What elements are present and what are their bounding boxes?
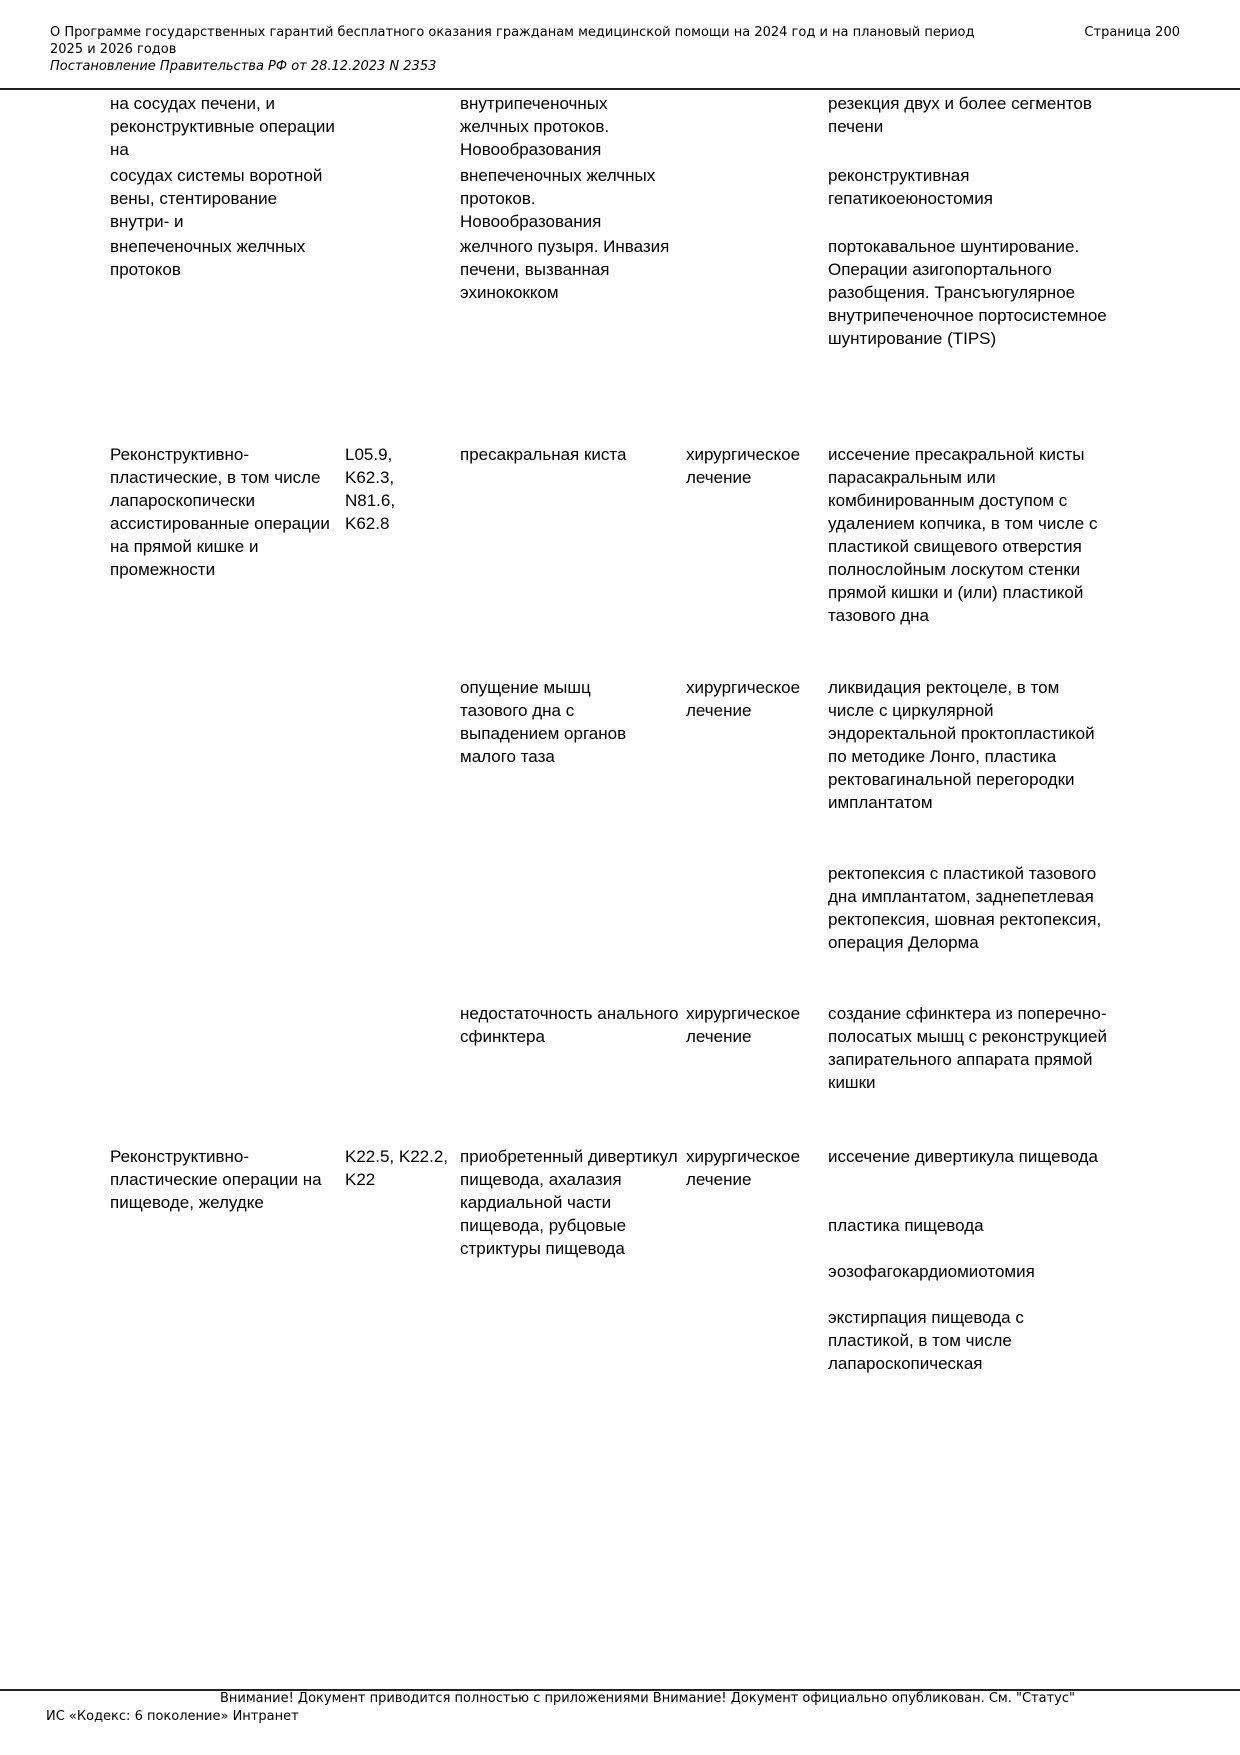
cell-diagnosis: опущение мышц тазового дна с выпадением органов малого таза — [460, 678, 627, 766]
cell-method: экстирпация пищевода с пластикой, в том числе лапароскопическая — [828, 1308, 1024, 1373]
cell-method: ректопексия с пластикой тазового дна имплантатом, заднепетлевая ректопексия, шовная ректопексия, операция Делорма — [828, 864, 1102, 952]
cell-procedure: Реконструктивно-пластические, в том числе лапароскопически ассистированные операции на прямой кишке и промежности — [110, 445, 330, 579]
cell-icd-codes: L05.9, K62.3, N81.6, K62.8 — [345, 445, 396, 533]
page-header — [50, 24, 1180, 75]
cell-procedure-cont-a: на сосудах печени, и реконструктивные операции на — [110, 94, 335, 159]
cell-method: иссечение дивертикула пищевода — [828, 1147, 1098, 1166]
cell-method-cont-c: портокавальное шунтирование. Операции азигопортального разобщения. Трансъюгулярное внутрипеченочное портосистемное шунтирование (TIPS) — [828, 237, 1107, 348]
page-number: Страница 200 — [1084, 25, 1180, 40]
cell-method: пластика пищевода — [828, 1216, 984, 1235]
cell-method-cont-b: реконструктивная гепатикоеюностомия — [828, 166, 993, 208]
cell-diagnosis-cont-a: внутрипеченочных желчных протоков. Новообразования — [460, 94, 610, 159]
header-divider — [0, 88, 1240, 90]
cell-method: иссечение пресакральной кисты парасакральным или комбинированным доступом с удалением копчика, в том числе с пластикой свищевого отверстия полнослойным лоскутом стенки прямой кишки и (или) пластикой тазового дна — [828, 445, 1098, 625]
cell-diagnosis-cont-c: желчного пузыря. Инвазия печени, вызванная эхинококком — [460, 237, 670, 302]
cell-procedure-cont-c: внепеченочных желчных протоков — [110, 237, 306, 279]
cell-method: создание сфинктера из поперечно-полосатых мышц с реконструкцией запирательного аппарата прямой кишки — [828, 1004, 1107, 1092]
cell-procedure-cont-b: сосудах системы воротной вены, стентирование внутри- и — [110, 166, 323, 231]
document-title: О Программе государственных гарантий бесплатного оказания гражданам медицинской помощи на 2024 год и на плановый период 2025 и 2026 годов — [50, 25, 975, 57]
cell-diagnosis: пресакральная киста — [460, 445, 627, 464]
cell-treatment-type: хирургическое лечение — [686, 1147, 801, 1189]
cell-method-cont-a: резекция двух и более сегментов печени — [828, 94, 1092, 136]
cell-method: эозофагокардиомиотомия — [828, 1262, 1035, 1281]
cell-treatment-type: хирургическое лечение — [686, 445, 801, 487]
footer-system: ИС «Кодекс: 6 поколение» Интранет — [46, 1709, 299, 1724]
cell-diagnosis: недостаточность анального сфинктера — [460, 1004, 679, 1046]
cell-diagnosis-cont-b: внепеченочных желчных протоков. Новообразования — [460, 166, 656, 231]
cell-treatment-type: хирургическое лечение — [686, 1004, 801, 1046]
cell-procedure: Реконструктивно-пластические операции на пищеводе, желудке — [110, 1147, 322, 1212]
document-subtitle: Постановление Правительства РФ от 28.12.2023 N 2353 — [50, 59, 437, 74]
cell-diagnosis: приобретенный дивертикул пищевода, ахалазия кардиальной части пищевода, рубцовые стриктуры пищевода — [460, 1147, 678, 1258]
cell-icd-codes: K22.5, K22.2, K22 — [345, 1147, 449, 1189]
cell-treatment-type: хирургическое лечение — [686, 678, 801, 720]
cell-method: ликвидация ректоцеле, в том числе с циркулярной эндоректальной проктопластикой по методике Лонго, пластика ректовагинальной перегородки имплантатом — [828, 678, 1095, 812]
footer-warning: Внимание! Документ приводится полностью с приложениями Внимание! Документ официально опубликован. См. "Статус" — [220, 1691, 1075, 1706]
